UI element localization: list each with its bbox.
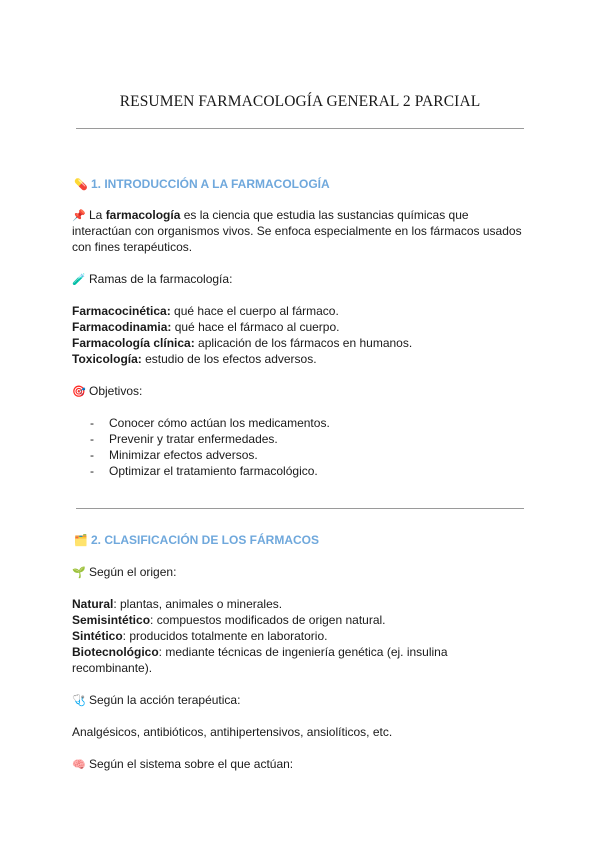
definition-desc: : producidos totalmente en laboratorio. bbox=[122, 629, 328, 643]
document-title: RESUMEN FARMACOLOGÍA GENERAL 2 PARCIAL bbox=[119, 93, 481, 110]
definition-item bbox=[72, 628, 327, 644]
definition-desc: aplicación de los fármacos en humanos. bbox=[194, 336, 413, 350]
definition-continuation: recombinante). bbox=[72, 661, 153, 675]
definition-item bbox=[72, 303, 339, 319]
intro-line-3: con fines terapéuticos. bbox=[72, 240, 193, 254]
definition-term: Toxicología: bbox=[72, 352, 142, 366]
list-item-text: Conocer cómo actúan los medicamentos. bbox=[109, 416, 330, 430]
definition-desc: : mediante técnicas de ingeniería genética (ej. insulina bbox=[158, 645, 448, 659]
definition-item bbox=[72, 335, 412, 351]
definition-item bbox=[72, 644, 448, 660]
objetivos-label bbox=[72, 383, 142, 400]
list-item bbox=[90, 431, 278, 447]
intro-bold-term: farmacología bbox=[105, 208, 181, 222]
accion-label-text: Según la acción terapéutica: bbox=[89, 693, 241, 707]
definition-term: Natural bbox=[72, 597, 114, 611]
definition-term: Sintético bbox=[72, 629, 123, 643]
ramas-label-text: Ramas de la farmacología: bbox=[89, 272, 233, 286]
stethoscope-icon: 🩺 bbox=[72, 694, 86, 707]
list-item bbox=[90, 415, 330, 431]
objetivos-label-text: Objetivos: bbox=[89, 384, 143, 398]
list-dash: - bbox=[90, 464, 94, 478]
intro-text-post: es la ciencia que estudia las sustancias químicas que bbox=[180, 208, 469, 222]
definition-desc: qué hace el fármaco al cuerpo. bbox=[171, 320, 340, 334]
intro-line-1 bbox=[72, 207, 469, 224]
definition-term: Farmacodinamia: bbox=[72, 320, 172, 334]
section-heading-text: 1. INTRODUCCIÓN A LA FARMACOLOGÍA bbox=[91, 177, 330, 191]
definition-desc: estudio de los efectos adversos. bbox=[141, 352, 317, 366]
sistema-label bbox=[72, 756, 293, 773]
intro-text-pre: La bbox=[89, 208, 106, 222]
definition-term: Farmacocinética: bbox=[72, 304, 171, 318]
list-item-text: Optimizar el tratamiento farmacológico. bbox=[109, 464, 318, 478]
pill-icon: 💊 bbox=[74, 178, 88, 191]
accion-label bbox=[72, 692, 240, 709]
seedling-icon: 🌱 bbox=[72, 566, 86, 579]
origen-label-text: Según el origen: bbox=[89, 565, 177, 579]
section-heading-clasificacion bbox=[74, 533, 319, 547]
section-heading-introduccion bbox=[74, 177, 330, 191]
definition-term: Biotecnológico bbox=[72, 645, 159, 659]
definition-term: Semisintético bbox=[72, 613, 151, 627]
list-dash: - bbox=[90, 416, 94, 430]
divider bbox=[76, 128, 524, 129]
brain-icon: 🧠 bbox=[72, 758, 86, 771]
target-icon: 🎯 bbox=[72, 385, 86, 398]
origen-label bbox=[72, 564, 176, 581]
list-item bbox=[90, 463, 318, 479]
definition-item bbox=[72, 319, 339, 335]
definition-desc: : plantas, animales o minerales. bbox=[113, 597, 283, 611]
ramas-label bbox=[72, 271, 232, 288]
section-heading-text: 2. CLASIFICACIÓN DE LOS FÁRMACOS bbox=[91, 533, 320, 547]
definition-term: Farmacología clínica: bbox=[72, 336, 195, 350]
pushpin-icon: 📌 bbox=[72, 209, 86, 222]
definition-item bbox=[72, 612, 386, 628]
definition-desc: : compuestos modificados de origen natural. bbox=[150, 613, 386, 627]
accion-text: Analgésicos, antibióticos, antihipertensivos, ansiolíticos, etc. bbox=[72, 725, 393, 739]
test-tube-icon: 🧪 bbox=[72, 273, 86, 286]
list-item-text: Minimizar efectos adversos. bbox=[109, 448, 258, 462]
definition-item bbox=[72, 351, 317, 367]
list-dash: - bbox=[90, 432, 94, 446]
sistema-label-text: Según el sistema sobre el que actúan: bbox=[89, 757, 294, 771]
definition-item bbox=[72, 596, 282, 612]
list-item-text: Prevenir y tratar enfermedades. bbox=[109, 432, 278, 446]
definition-desc: qué hace el cuerpo al fármaco. bbox=[170, 304, 339, 318]
list-item bbox=[90, 447, 258, 463]
list-dash: - bbox=[90, 448, 94, 462]
card-index-icon: 🗂️ bbox=[74, 534, 88, 547]
divider bbox=[76, 508, 524, 509]
intro-line-2: interactúan con organismos vivos. Se enfoca especialmente en los fármacos usados bbox=[72, 224, 522, 238]
